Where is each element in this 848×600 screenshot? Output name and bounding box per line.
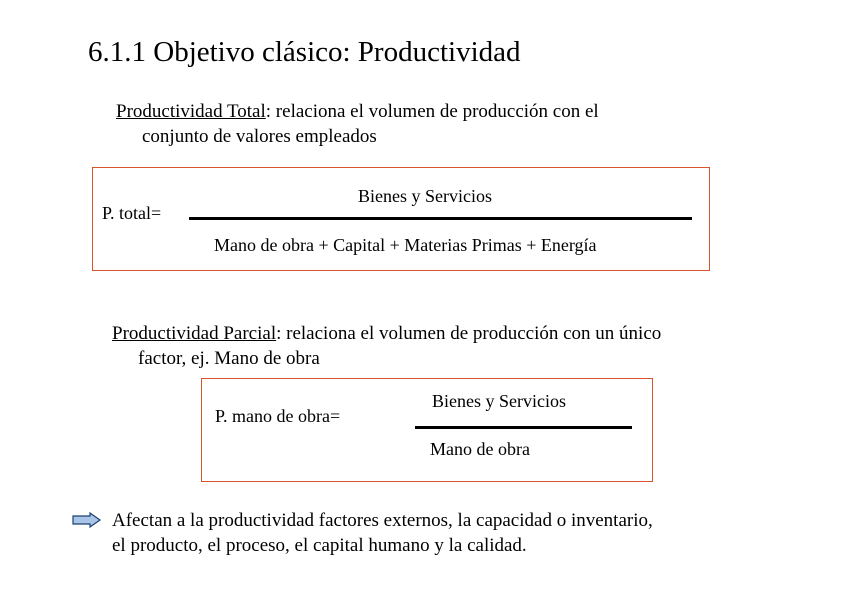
right-arrow-icon xyxy=(72,512,102,528)
partial-fraction-bar xyxy=(415,426,632,429)
partial-denominator: Mano de obra xyxy=(430,439,530,459)
total-definition xyxy=(116,100,599,124)
total-numerator: Bienes y Servicios xyxy=(358,186,492,206)
page-title: 6.1.1 Objetivo clásico: Productividad xyxy=(88,36,521,68)
note-line2: el producto, el proceso, el capital humano y la calidad. xyxy=(112,535,527,556)
partial-desc-line2: factor, ej. Mano de obra xyxy=(138,348,320,369)
partial-desc-line1: : relaciona el volumen de producción con un único xyxy=(276,323,662,344)
partial-definition xyxy=(112,322,661,346)
partial-term: Productividad Parcial xyxy=(112,323,277,344)
total-term: Productividad Total xyxy=(116,101,266,122)
partial-formula-label: P. mano de obra= xyxy=(215,406,341,426)
total-fraction-bar xyxy=(189,217,692,220)
partial-numerator: Bienes y Servicios xyxy=(432,391,566,411)
total-desc-line2: conjunto de valores empleados xyxy=(142,126,377,147)
note-line1: Afectan a la productividad factores externos, la capacidad o inventario, xyxy=(112,510,653,531)
total-denominator: Mano de obra + Capital + Materias Primas + Energía xyxy=(214,235,597,255)
total-desc-line1: : relaciona el volumen de producción con el xyxy=(265,101,599,122)
partial-formula-box xyxy=(201,378,653,482)
total-formula-label: P. total= xyxy=(102,203,162,223)
